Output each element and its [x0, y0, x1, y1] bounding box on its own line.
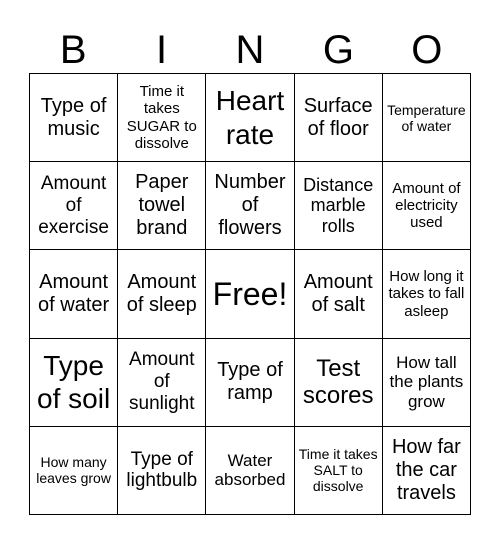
bingo-cell[interactable]: Type of lightbulb	[118, 427, 206, 515]
header-letter-i: I	[156, 28, 168, 72]
bingo-cell[interactable]: Amount of electricity used	[383, 162, 471, 250]
bingo-cell[interactable]: How tall the plants grow	[383, 339, 471, 427]
bingo-cell[interactable]: Type of soil	[30, 339, 118, 427]
free-space[interactable]: Free!	[206, 250, 294, 338]
header-letter-b: B	[59, 28, 87, 72]
bingo-cell[interactable]: Surface of floor	[295, 74, 383, 162]
bingo-cell[interactable]: Type of ramp	[206, 339, 294, 427]
bingo-cell[interactable]: How far the car travels	[383, 427, 471, 515]
bingo-cell[interactable]: Time it takes SALT to dissolve	[295, 427, 383, 515]
bingo-cell[interactable]: Amount of salt	[295, 250, 383, 338]
bingo-cell[interactable]: Type of music	[30, 74, 118, 162]
bingo-cell[interactable]: Paper towel brand	[118, 162, 206, 250]
bingo-cell[interactable]: Time it takes SUGAR to dissolve	[118, 74, 206, 162]
bingo-cell[interactable]: How many leaves grow	[30, 427, 118, 515]
bingo-cell[interactable]: Number of flowers	[206, 162, 294, 250]
bingo-header	[29, 28, 471, 72]
bingo-cell[interactable]: Amount of sunlight	[118, 339, 206, 427]
bingo-cell[interactable]: Amount of exercise	[30, 162, 118, 250]
bingo-cell[interactable]: How long it takes to fall asleep	[383, 250, 471, 338]
bingo-cell[interactable]: Temperature of water	[383, 74, 471, 162]
bingo-cell[interactable]: Water absorbed	[206, 427, 294, 515]
bingo-cell[interactable]: Amount of sleep	[118, 250, 206, 338]
bingo-cell[interactable]: Distance marble rolls	[295, 162, 383, 250]
bingo-cell[interactable]: Test scores	[295, 339, 383, 427]
header-letter-n: N	[235, 28, 265, 72]
header-letter-o: O	[411, 28, 443, 72]
header-letter-g: G	[322, 28, 354, 72]
bingo-cell[interactable]: Heart rate	[206, 74, 294, 162]
bingo-cell[interactable]: Amount of water	[30, 250, 118, 338]
bingo-board	[29, 73, 471, 515]
